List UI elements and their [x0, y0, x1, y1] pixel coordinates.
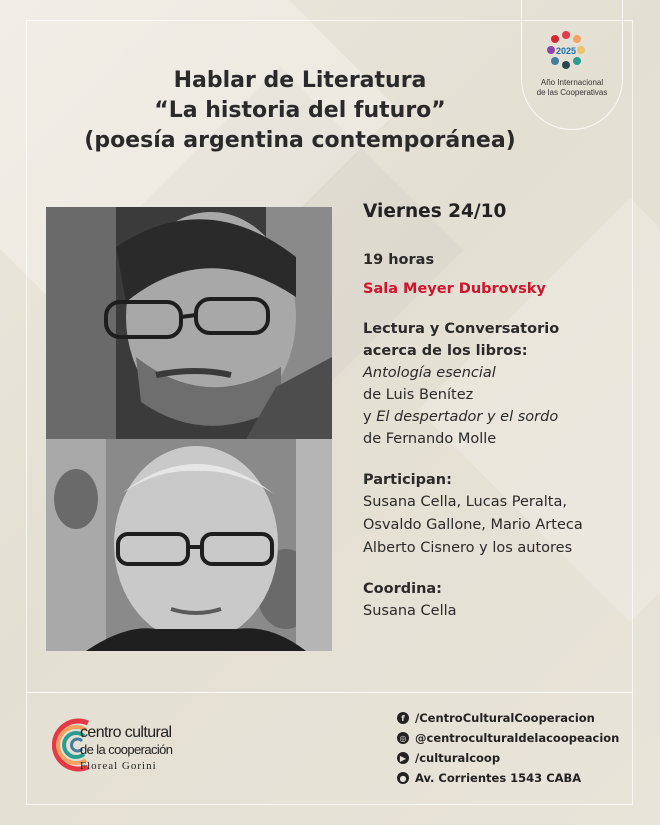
- instagram-icon: ◎: [397, 732, 409, 744]
- logo-text-line-1: centro cultural: [80, 724, 172, 741]
- event-title: [40, 66, 560, 156]
- location-icon: ●: [397, 772, 409, 784]
- book-author-1: de Luis Benítez: [363, 387, 474, 403]
- facebook-icon: f: [397, 712, 409, 724]
- participants-line: Susana Cella, Lucas Peralta,: [363, 494, 567, 510]
- man-with-glasses-portrait-icon: [46, 439, 332, 651]
- youtube-icon: ▶: [397, 752, 409, 764]
- book-title-1: Antología esencial: [363, 365, 496, 381]
- logo-text-line-2: de la cooperación: [80, 742, 173, 757]
- coordinator-name: Susana Cella: [363, 603, 457, 619]
- footer-divider: [26, 692, 633, 693]
- facebook-link[interactable]: [397, 711, 595, 725]
- author-photo-top: [46, 207, 332, 439]
- instagram-link[interactable]: [397, 731, 619, 745]
- address: [397, 771, 581, 785]
- man-with-glasses-portrait-icon: [46, 207, 332, 439]
- coordina-label: Coordina:: [363, 581, 442, 597]
- badge-caption: [521, 78, 623, 98]
- title-line-1: Hablar de Literatura: [173, 68, 427, 93]
- event-description-line-1: Lectura y Conversatorio: [363, 321, 560, 337]
- logo-text-line-3: Floreal Gorini: [80, 760, 157, 772]
- youtube-link[interactable]: [397, 751, 500, 765]
- title-line-2: “La historia del futuro”: [154, 98, 446, 123]
- title-line-3: (poesía argentina contemporánea): [84, 128, 516, 153]
- book-title-2: El despertador y el sordo: [376, 409, 559, 425]
- participants-label: Participan:: [363, 472, 452, 488]
- facebook-handle: /CentroCulturalCooperacion: [415, 711, 595, 725]
- author-photo-bottom: [46, 439, 332, 651]
- cooperatives-2025-logo-icon: [545, 29, 587, 71]
- badge-line-2: de las Cooperativas: [536, 88, 608, 97]
- participants-line: Alberto Cisnero y los autores: [363, 540, 573, 556]
- event-time: 19 horas: [363, 252, 435, 268]
- event-date: Viernes 24/10: [363, 201, 507, 222]
- book-line-2: [363, 406, 558, 428]
- instagram-handle: @centroculturaldelacoopeacion: [415, 731, 620, 745]
- book-author-2: de Fernando Molle: [363, 431, 497, 447]
- book-prefix: y: [363, 409, 377, 425]
- badge-line-1: Año Internacional: [540, 78, 604, 87]
- participants-line: Osvaldo Gallone, Mario Arteca: [363, 517, 583, 533]
- youtube-handle: /culturalcoop: [415, 751, 501, 765]
- svg-text:2025: 2025: [555, 46, 577, 56]
- event-venue: Sala Meyer Dubrovsky: [363, 281, 546, 297]
- event-description-line-2: acerca de los libros:: [363, 343, 528, 359]
- address-text: Av. Corrientes 1543 CABA: [415, 771, 582, 785]
